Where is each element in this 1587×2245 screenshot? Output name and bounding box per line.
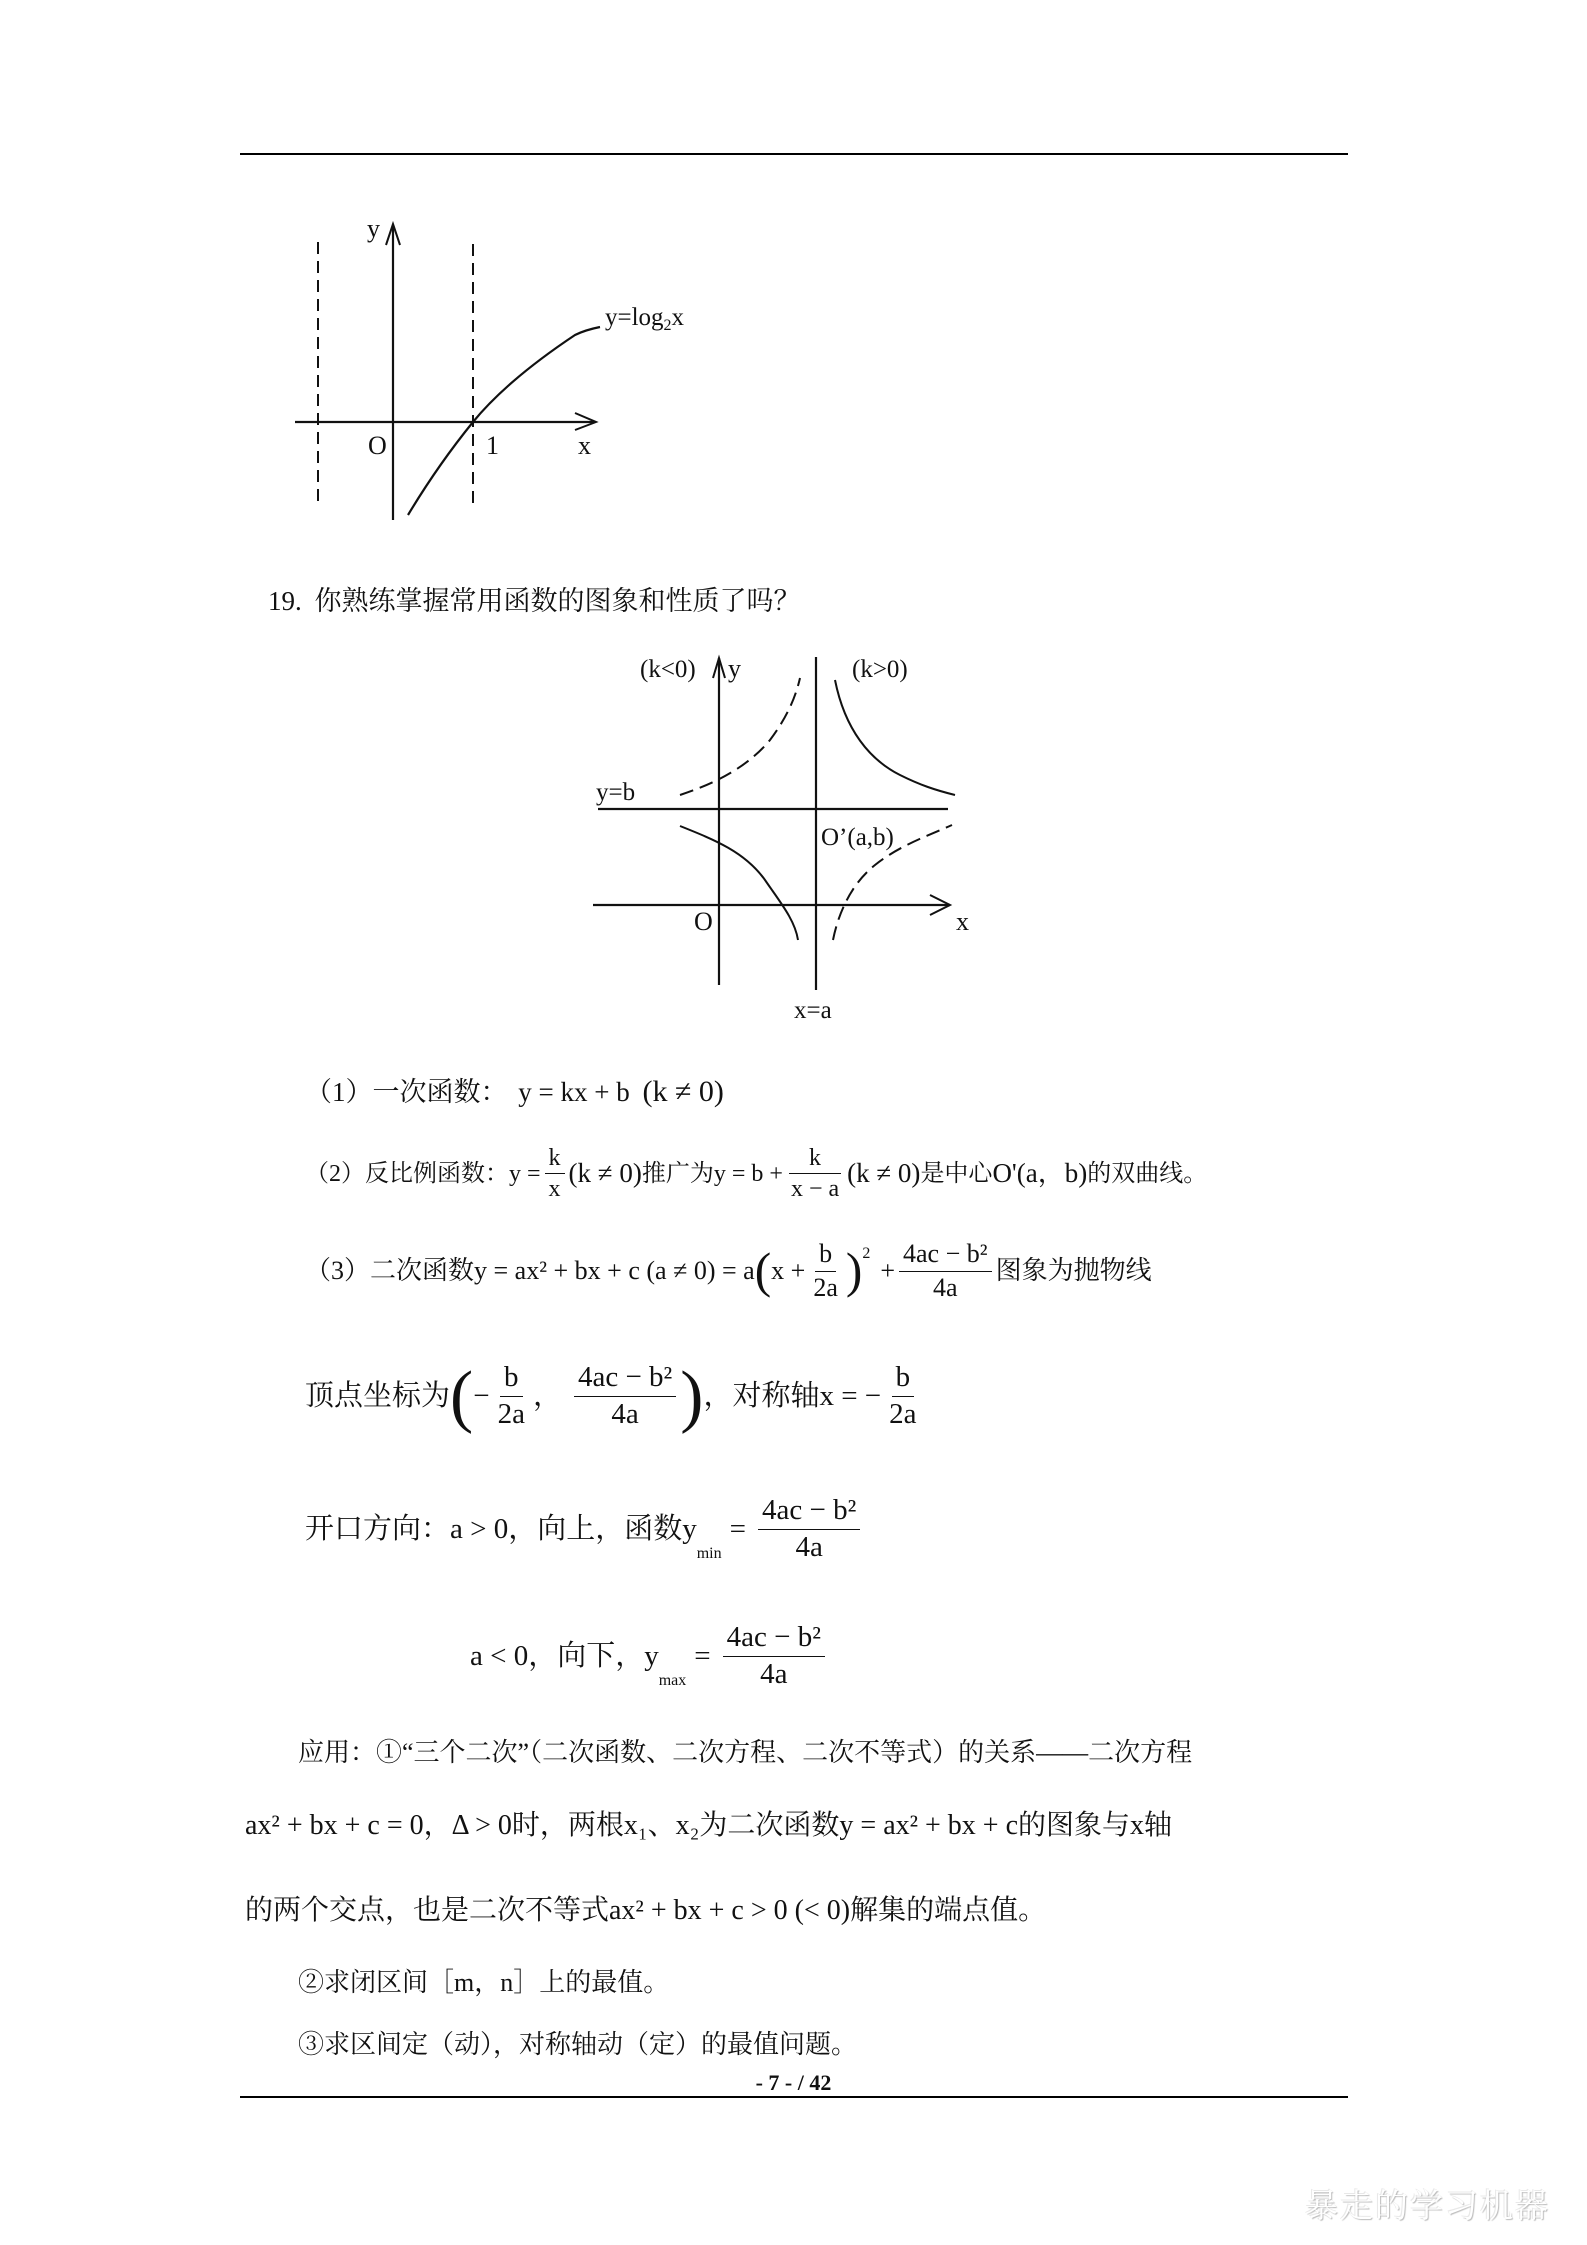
fraction-numerator: b bbox=[892, 1362, 915, 1397]
question-text: 你熟练掌握常用函数的图象和性质了吗？ bbox=[314, 586, 801, 616]
header-rule bbox=[240, 153, 1348, 155]
inverse-y-eq: y = bbox=[509, 1160, 541, 1187]
linear-formula: y = kx + b bbox=[518, 1077, 630, 1107]
inverse-prefix: （2）反比例函数： bbox=[305, 1160, 509, 1187]
curve-k-pos-upper bbox=[835, 680, 955, 795]
fraction-4ac-minus-b2-over-4a bbox=[574, 1362, 676, 1431]
quadratic-lhs: y = ax² + bx + c (a ≠ 0) = a bbox=[474, 1256, 755, 1286]
question-number: 19. bbox=[268, 586, 302, 616]
right-paren: ) bbox=[845, 1243, 863, 1299]
fraction-denominator: 4a bbox=[795, 1530, 823, 1563]
application-line-3: 的两个交点，也是二次不等式ax² + bx + c > 0 (< 0)解集的端点值。 bbox=[245, 1895, 1047, 1926]
vertex-line bbox=[305, 1357, 925, 1435]
fraction-numerator: 4ac − b² bbox=[723, 1622, 825, 1657]
fraction-denominator: x bbox=[548, 1176, 561, 1203]
x-axis-label: x bbox=[956, 907, 969, 936]
fraction-ymin bbox=[758, 1495, 860, 1564]
fraction-denominator: 4a bbox=[760, 1657, 788, 1690]
opening-down-prefix: a < 0，向下，y bbox=[470, 1639, 659, 1672]
y-axis-label: y bbox=[367, 214, 380, 243]
fraction-b-over-2a bbox=[809, 1240, 842, 1302]
fraction-k-over-x-minus-a bbox=[787, 1145, 843, 1203]
line-y-b-label: y=b bbox=[596, 779, 636, 806]
quadratic-plus: + bbox=[880, 1256, 896, 1286]
fraction-numerator: b bbox=[815, 1240, 836, 1272]
fraction-denominator: 2a bbox=[497, 1397, 525, 1430]
fraction-denominator: 4a bbox=[611, 1397, 639, 1430]
inverse-center: O'(a，b) bbox=[992, 1158, 1088, 1189]
label-k-pos: (k>0) bbox=[852, 656, 908, 683]
tick-one-label: 1 bbox=[486, 431, 499, 460]
fraction-numerator: 4ac − b² bbox=[758, 1495, 860, 1530]
fraction-numerator: k bbox=[545, 1145, 565, 1174]
vertex-prefix: 顶点坐标为 bbox=[305, 1379, 451, 1412]
fraction-ymax bbox=[723, 1622, 825, 1691]
fraction-denominator: x − a bbox=[790, 1176, 840, 1203]
item-quadratic-function bbox=[305, 1240, 1152, 1302]
label-k-neg: (k<0) bbox=[640, 656, 696, 683]
x-axis-label: x bbox=[578, 431, 591, 460]
application-item-2: ②求闭区间［m，n］上的最值。 bbox=[298, 1968, 670, 1997]
subscript-max: max bbox=[658, 1671, 687, 1689]
inverse-y-eq2: y = b + bbox=[713, 1160, 783, 1187]
center-label: O’(a,b) bbox=[821, 824, 894, 851]
axis-of-symmetry-label: ，对称轴x = − bbox=[703, 1379, 882, 1412]
opening-up-line bbox=[305, 1495, 864, 1564]
opening-down-line bbox=[470, 1622, 829, 1691]
curve-label: $y=\log_2x$ bbox=[605, 304, 685, 334]
equals-sign: = bbox=[729, 1512, 746, 1545]
fraction-denominator: 4a bbox=[933, 1272, 958, 1302]
fraction-4ac-minus-b2-over-4a bbox=[899, 1240, 992, 1302]
square-exponent: 2 bbox=[862, 1245, 871, 1262]
opening-up-prefix: 开口方向：a > 0，向上，函数y bbox=[305, 1512, 697, 1545]
left-paren: ( bbox=[450, 1357, 474, 1435]
equals-sign: = bbox=[694, 1639, 711, 1672]
vertex-neg: − bbox=[473, 1379, 490, 1412]
fraction-numerator: b bbox=[500, 1362, 523, 1397]
inverse-suffix1: 是中心 bbox=[920, 1160, 993, 1187]
application-line-1: 应用：①“三个二次”（二次函数、二次方程、二次不等式）的关系——二次方程 bbox=[298, 1738, 1193, 1767]
origin-label: O bbox=[368, 431, 387, 460]
left-paren: ( bbox=[754, 1243, 772, 1299]
footer-rule bbox=[240, 2096, 1348, 2098]
fraction-numerator: 4ac − b² bbox=[899, 1240, 992, 1272]
vertex-comma: ， bbox=[532, 1379, 562, 1412]
fraction-denominator: 2a bbox=[889, 1397, 917, 1430]
linear-condition: (k ≠ 0) bbox=[642, 1075, 724, 1108]
fraction-numerator: 4ac − b² bbox=[574, 1362, 676, 1397]
linear-prefix: （1）一次函数： bbox=[305, 1077, 508, 1107]
log-graph-figure bbox=[270, 210, 730, 540]
origin-label: O bbox=[694, 907, 713, 936]
fraction-b-over-2a bbox=[494, 1362, 529, 1431]
fraction-b-over-2a bbox=[885, 1362, 920, 1431]
fraction-k-over-x bbox=[545, 1145, 565, 1203]
item-inverse-function bbox=[305, 1145, 1207, 1203]
application-line-2: ax² + bx + c = 0，Δ > 0时，两根x₁、x₂为二次函数y = ax² + bx + c的图象与x轴 bbox=[245, 1810, 1173, 1841]
line-x-a-label: x=a bbox=[794, 997, 832, 1024]
quadratic-prefix: （3）二次函数 bbox=[305, 1256, 475, 1286]
quadratic-suffix: 图象为抛物线 bbox=[995, 1256, 1152, 1286]
hyperbola-figure bbox=[580, 640, 1000, 1030]
inverse-suffix2: 的双曲线。 bbox=[1087, 1160, 1208, 1187]
y-axis-label: y bbox=[728, 654, 741, 683]
watermark: 暴走的学习机器 bbox=[1305, 2186, 1550, 2225]
fraction-denominator: 2a bbox=[813, 1272, 838, 1302]
fraction-numerator: k bbox=[789, 1145, 841, 1174]
inverse-condition-2: (k ≠ 0) bbox=[847, 1158, 921, 1189]
inverse-condition: (k ≠ 0) bbox=[568, 1158, 642, 1189]
subscript-min: min bbox=[696, 1544, 722, 1562]
item-linear-function bbox=[305, 1077, 724, 1107]
inverse-mid: 推广为 bbox=[641, 1160, 714, 1187]
quadratic-inner-x: x + bbox=[771, 1256, 806, 1286]
question-19 bbox=[268, 588, 801, 615]
application-item-3: ③求区间定（动），对称轴动（定）的最值问题。 bbox=[298, 2030, 858, 2059]
curve-k-neg-upper bbox=[680, 678, 800, 795]
page-number: - 7 - / 42 bbox=[755, 2070, 832, 2095]
right-paren: ) bbox=[680, 1357, 704, 1435]
